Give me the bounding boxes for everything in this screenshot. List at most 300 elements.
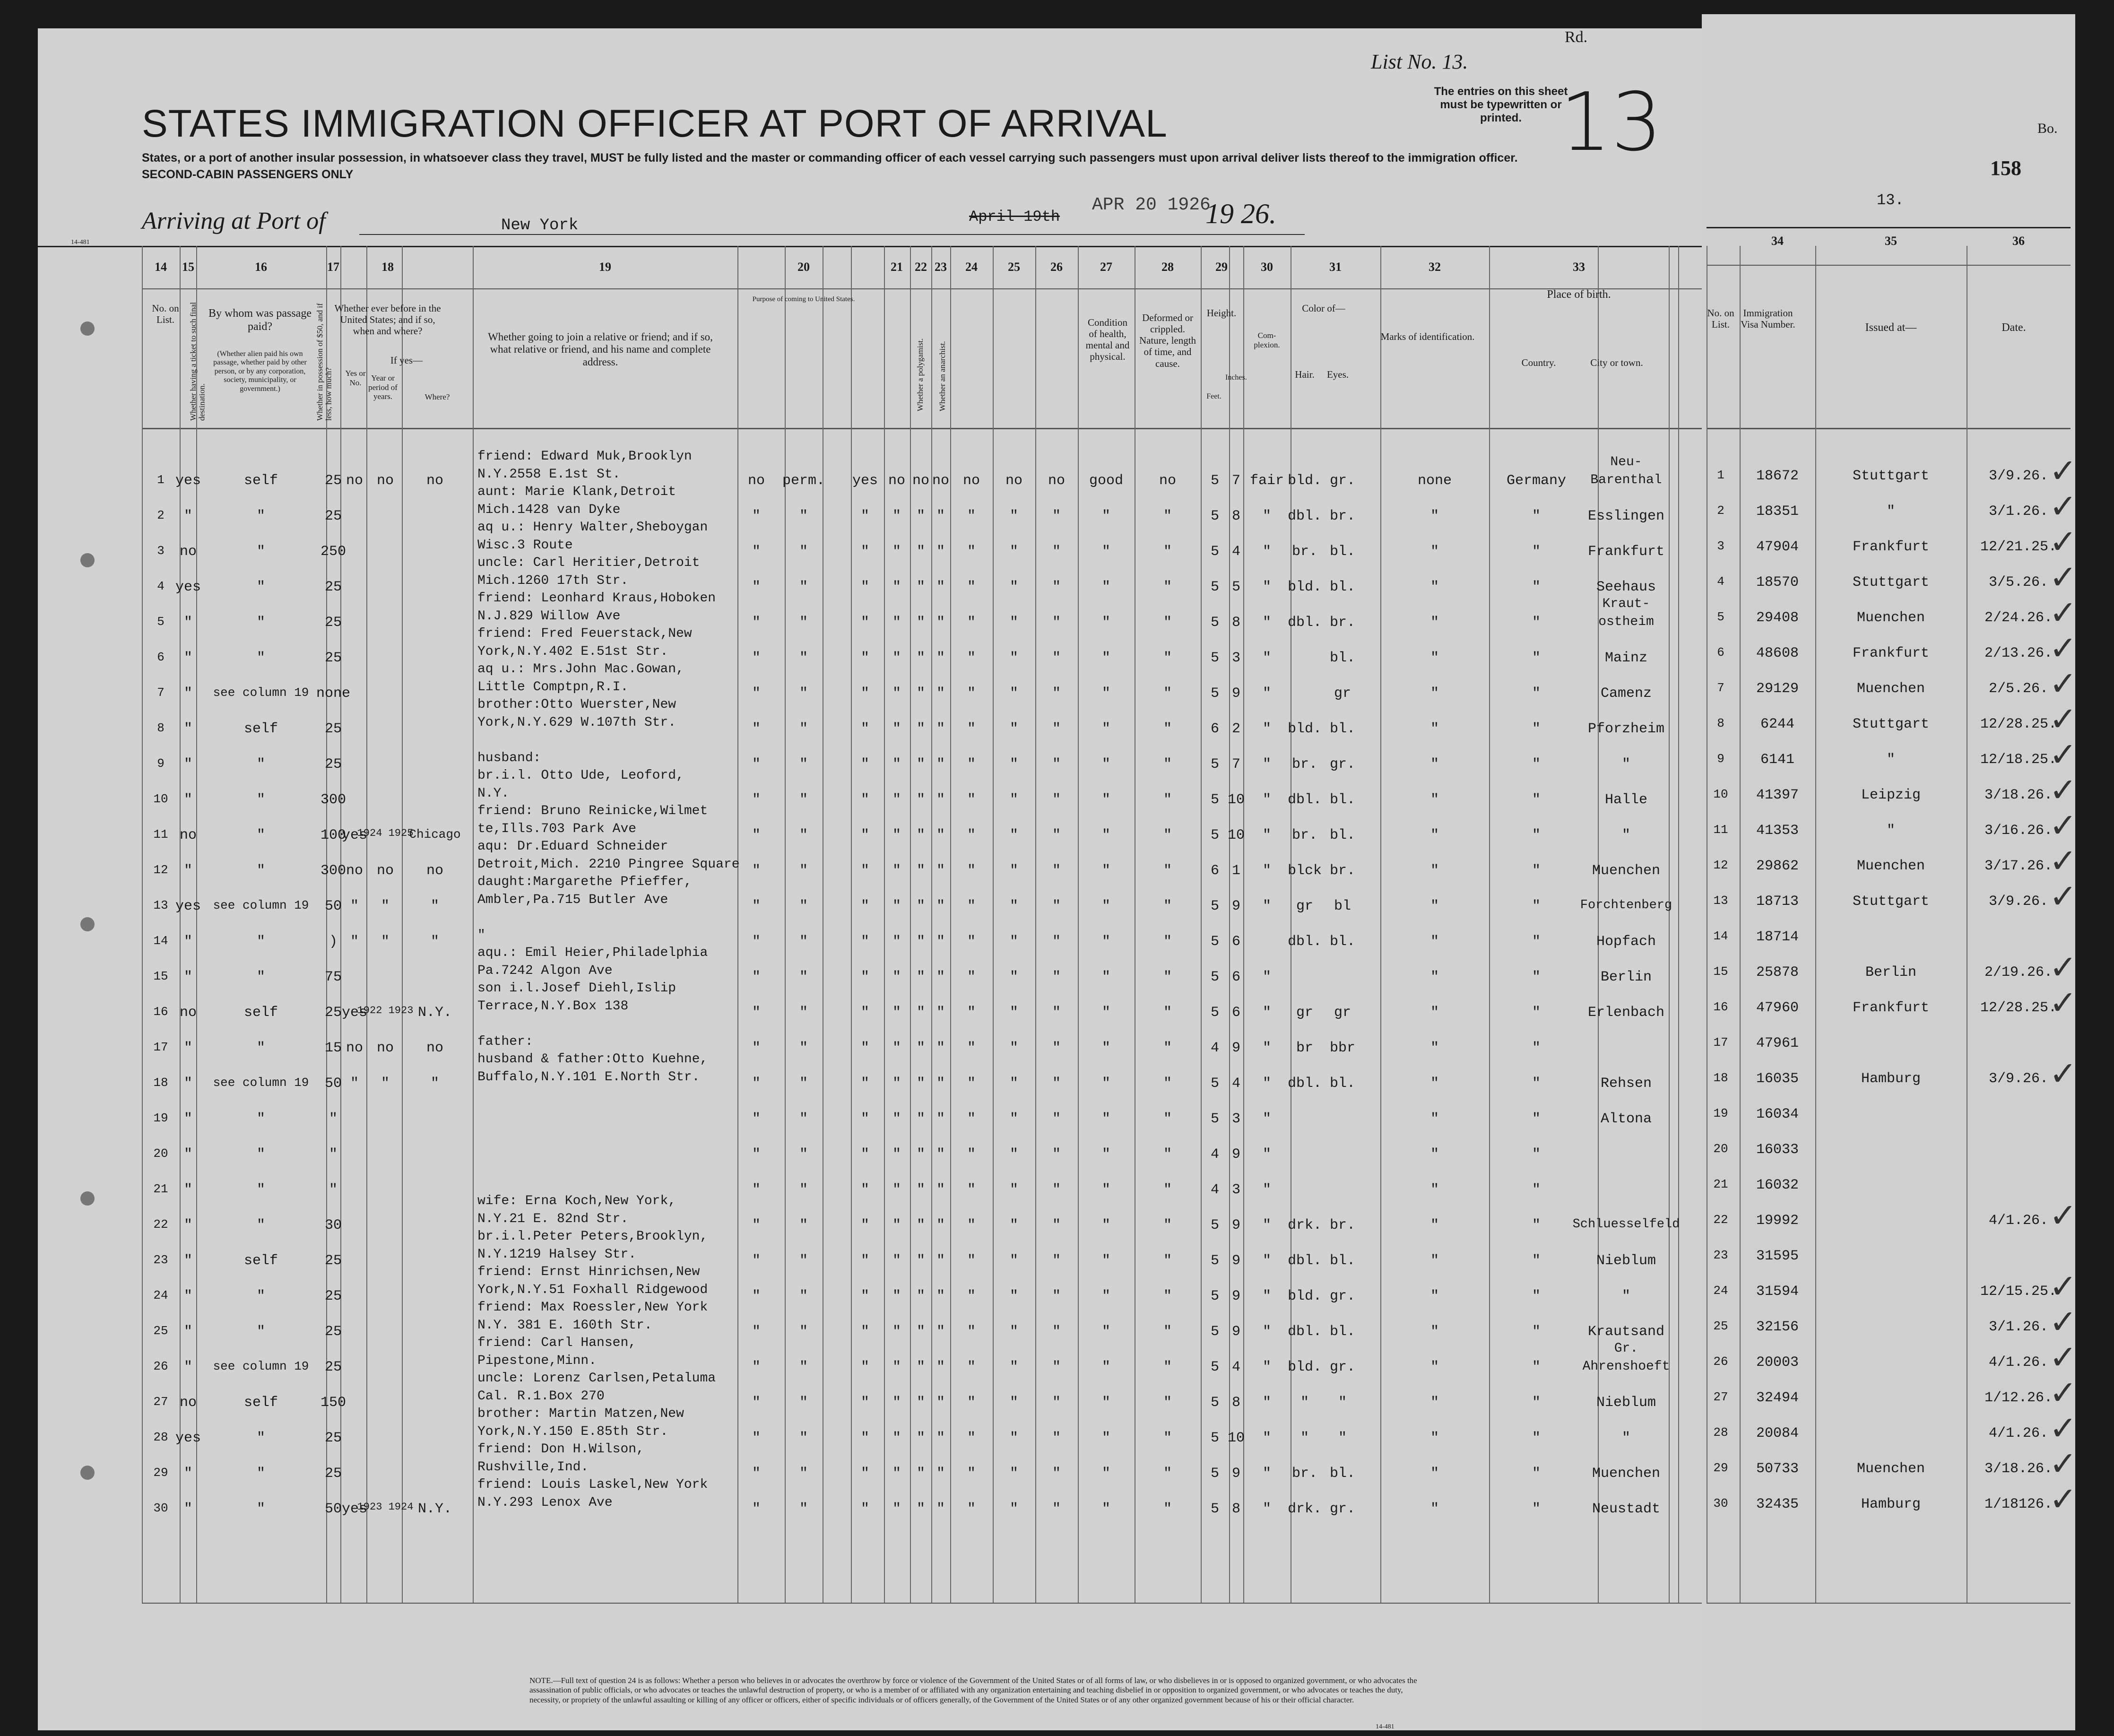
height-inches: 8 (1231, 1395, 1241, 1411)
anarchist-value: " (916, 1146, 926, 1163)
city-value: Ahrenshoeft (1582, 1359, 1670, 1374)
col25-value: " (1009, 756, 1019, 773)
health-value: " (1101, 1324, 1111, 1340)
visa-number: 48608 (1756, 645, 1799, 661)
visa-date: 4/1.26. (1988, 1425, 2049, 1441)
hair-value: drk. (1287, 1501, 1322, 1517)
marks-value: " (1430, 508, 1439, 524)
anarchist-value: " (916, 1288, 926, 1304)
visa-date: 2/19.26. (1984, 964, 2053, 981)
paid-by-value: see column 19 (213, 898, 309, 912)
column-divider (1380, 246, 1381, 1603)
country-value: " (1532, 898, 1541, 914)
health-value: " (1101, 686, 1111, 702)
issued-at-value: Frankfurt (1852, 539, 1930, 555)
anarchist-value: " (916, 863, 926, 879)
complexion-value: " (1262, 827, 1272, 843)
check-mark-icon: ✓ (2049, 558, 2077, 597)
col-height: Height. (1206, 307, 1237, 319)
address-line: friend: Carl Hansen, (477, 1336, 637, 1350)
address-line: daught:Margarethe Pfieffer, (477, 875, 692, 889)
column-divider (931, 246, 932, 1603)
col-condition: Condition of health, mental and physical. (1085, 317, 1130, 363)
purpose-length-value: " (799, 615, 808, 631)
height-feet: 5 (1210, 898, 1220, 914)
check-mark-icon: ✓ (2049, 700, 2077, 738)
height-inches: 9 (1231, 1217, 1241, 1233)
address-line: York,N.Y.150 E.85th Str. (477, 1424, 668, 1439)
col25-value: " (1009, 1111, 1019, 1127)
issued-at-value: Hamburg (1861, 1496, 1921, 1512)
purpose-length-value: " (799, 1040, 808, 1056)
visa-date: 3/17.26. (1984, 858, 2053, 874)
polygamist-value: " (892, 1111, 901, 1127)
col25-value: " (1009, 1430, 1019, 1446)
col23-value: " (936, 544, 945, 560)
issued-at-value: Stuttgart (1852, 574, 1930, 590)
eyes-value: gr. (1329, 1288, 1356, 1304)
ticket-value: " (183, 1359, 193, 1375)
height-feet: 5 (1210, 1324, 1220, 1340)
complexion-value: " (1262, 508, 1272, 524)
column-number: 24 (965, 260, 978, 274)
visa-number: 29129 (1756, 681, 1799, 697)
complexion-value: " (1262, 650, 1272, 666)
height-inches: 3 (1231, 1182, 1241, 1198)
check-mark-icon: ✓ (2049, 451, 2077, 490)
city-value: Seehaus (1596, 579, 1656, 595)
check-mark-icon: ✓ (2049, 1373, 2077, 1412)
height-inches: 6 (1231, 1005, 1241, 1021)
marks-value: " (1430, 756, 1439, 773)
ticket-value: " (183, 1253, 193, 1269)
visa-number: 16032 (1756, 1177, 1799, 1193)
height-feet: 4 (1210, 1146, 1220, 1163)
col23-value: " (936, 1040, 945, 1056)
col25-value: " (1009, 1324, 1019, 1340)
city-value: Muenchen (1592, 1466, 1661, 1482)
issued-at-value: Berlin (1865, 964, 1917, 981)
right-row-number: 27 (1713, 1390, 1728, 1404)
eyes-value: gr. (1329, 473, 1356, 489)
col25-value: " (1009, 1501, 1019, 1517)
purpose-value: " (752, 650, 761, 666)
row-number: 2 (157, 508, 165, 522)
marks-value: " (1430, 1217, 1439, 1233)
col-complexion: Com-plexion. (1254, 331, 1280, 349)
check-mark-icon: ✓ (2049, 1338, 2077, 1377)
col25-value: " (1009, 1146, 1019, 1163)
anarchist-value: " (916, 1466, 926, 1482)
hair-value: blck (1287, 863, 1322, 879)
marks-value: " (1430, 792, 1439, 808)
anarchist-value: " (916, 827, 926, 843)
visa-number: 25878 (1756, 964, 1799, 981)
col23-value: " (936, 1288, 945, 1304)
money-value: 25 (324, 1253, 342, 1269)
marks-value: " (1430, 544, 1439, 560)
right-row-number: 10 (1713, 787, 1728, 801)
row-number: 29 (153, 1466, 168, 1480)
purpose-length-value: " (799, 1217, 808, 1233)
anarchist-value: no (912, 473, 930, 489)
paid-by-value: " (256, 508, 266, 524)
marks-value: " (1430, 1111, 1439, 1127)
col26-value: " (1052, 1076, 1061, 1092)
paid-by-value: " (256, 1040, 266, 1056)
complexion-value: " (1262, 1111, 1272, 1127)
column-number: 32 (1429, 260, 1441, 274)
paid-by-value: " (256, 1430, 266, 1446)
health-value: " (1101, 792, 1111, 808)
right-row-number: 5 (1717, 610, 1724, 624)
health-value: " (1101, 1288, 1111, 1304)
paid-by-value: " (256, 792, 266, 808)
complexion-value: " (1262, 579, 1272, 595)
marks-value: " (1430, 1324, 1439, 1340)
country-value: " (1532, 721, 1541, 737)
purpose-length-value: " (799, 650, 808, 666)
col25-value: " (1009, 863, 1019, 879)
col23-value: " (936, 1146, 945, 1163)
where-value: N.Y. (417, 1005, 452, 1021)
anarchist-value: " (916, 1076, 926, 1092)
col23-value: " (936, 1395, 945, 1411)
col24-value: " (967, 1146, 976, 1163)
row-number: 22 (153, 1217, 168, 1232)
col23-value: " (936, 934, 945, 950)
paid-by-value: " (256, 579, 266, 595)
purpose-value: " (752, 508, 761, 524)
purpose-length-value: " (799, 827, 808, 843)
country-value: " (1532, 1466, 1541, 1482)
visa-date: 2/5.26. (1988, 681, 2049, 697)
paid-by-value: " (256, 1111, 266, 1127)
address-line: friend: Fred Feuerstack,New (477, 626, 692, 641)
right-row-number: 17 (1713, 1035, 1728, 1050)
visa-date: 3/16.26. (1984, 823, 2053, 839)
column-number: 21 (891, 260, 903, 274)
check-mark-icon: ✓ (2049, 1196, 2077, 1235)
polygamist-value: " (892, 1253, 901, 1269)
polygamist-value: " (892, 686, 901, 702)
address-line: Detroit,Mich. 2210 Pingree Square (477, 857, 740, 872)
money-value: 30 (324, 1217, 342, 1233)
right-header-bottom-rule (1707, 428, 2071, 429)
right-row-number: 16 (1713, 1000, 1728, 1014)
visa-number: 29862 (1756, 858, 1799, 874)
row-number: 23 (153, 1253, 168, 1267)
height-inches: 4 (1231, 544, 1241, 560)
purpose-intent-value: " (860, 544, 870, 560)
column-number: 16 (255, 260, 267, 274)
paid-by-value: " (256, 1146, 266, 1163)
paid-by-value: " (256, 1501, 266, 1517)
purpose-length-value: " (799, 1288, 808, 1304)
right-row-number: 21 (1713, 1177, 1728, 1191)
purpose-value: " (752, 579, 761, 595)
address-line: husband: (477, 751, 541, 765)
purpose-intent-value: " (860, 1430, 870, 1446)
col24-value: " (967, 544, 976, 560)
column-divider (737, 246, 738, 1603)
visa-date: 3/9.26. (1988, 894, 2049, 910)
ticket-value: " (183, 1146, 193, 1163)
complexion-value: " (1262, 1466, 1272, 1482)
row-number: 10 (153, 792, 168, 806)
height-feet: 5 (1210, 1466, 1220, 1482)
visa-number: 19992 (1756, 1213, 1799, 1229)
height-inches: 6 (1231, 969, 1241, 985)
paid-by-value: self (243, 721, 278, 737)
right-col-issued-at: Issued at— (1865, 321, 1917, 334)
right-row-number: 9 (1717, 752, 1724, 766)
complexion-value: " (1262, 863, 1272, 879)
health-value: " (1101, 1182, 1111, 1198)
col26-value: " (1052, 650, 1061, 666)
col24-value: " (967, 1395, 976, 1411)
col26-value: " (1052, 544, 1061, 560)
col23-value: " (936, 650, 945, 666)
address-line: Buffalo,N.Y.101 E.North Str. (477, 1070, 700, 1085)
check-mark-icon: ✓ (2049, 1054, 2077, 1093)
purpose-intent-value: yes (852, 473, 878, 489)
ticket-value: " (183, 756, 193, 773)
anarchist-value: " (916, 1501, 926, 1517)
marks-value: " (1430, 579, 1439, 595)
hair-value: dbl. (1287, 1253, 1322, 1269)
money-value: 15 (324, 1040, 342, 1056)
visa-number: 29408 (1756, 610, 1799, 626)
eyes-value: br. (1329, 508, 1356, 524)
years-value: no (376, 1040, 394, 1056)
col24-value: " (967, 508, 976, 524)
health-value: " (1101, 1466, 1111, 1482)
arriving-label: Arriving at Port of (142, 208, 326, 234)
column-divider (1740, 246, 1741, 1603)
height-inches: 8 (1231, 615, 1241, 631)
deformed-value: " (1163, 792, 1172, 808)
col24-value: " (967, 863, 976, 879)
purpose-intent-value: " (860, 686, 870, 702)
height-feet: 5 (1210, 1005, 1220, 1021)
col25-value: " (1009, 1359, 1019, 1375)
where-value: N.Y. (417, 1501, 452, 1517)
hair-value: dbl. (1287, 508, 1322, 524)
right-row-number: 30 (1713, 1496, 1728, 1510)
col-no-on-list: No. on List. (152, 303, 179, 326)
column-number: 23 (935, 260, 947, 274)
right-row-number: 4 (1717, 574, 1724, 589)
country-value: " (1532, 1076, 1541, 1092)
purpose-length-value: " (799, 1430, 808, 1446)
country-value: " (1532, 1359, 1541, 1375)
col23-value: " (936, 1217, 945, 1233)
marks-value: " (1430, 1076, 1439, 1092)
deformed-value: " (1163, 756, 1172, 773)
visa-number: 6244 (1760, 716, 1795, 732)
anarchist-value: " (916, 1040, 926, 1056)
city-value: Neustadt (1592, 1501, 1661, 1517)
deformed-value: " (1163, 863, 1172, 879)
years-value: no (376, 863, 394, 879)
purpose-length-value: " (799, 756, 808, 773)
money-value: " (329, 1146, 338, 1163)
height-inches: 9 (1231, 1324, 1241, 1340)
col24-value: " (967, 1182, 976, 1198)
issued-at-value: " (1886, 752, 1896, 768)
height-feet: 5 (1210, 1253, 1220, 1269)
eyes-value: gr. (1329, 756, 1356, 773)
city-value: Altona (1600, 1111, 1652, 1127)
row-number: 7 (157, 686, 165, 700)
ticket-value: " (183, 1324, 193, 1340)
address-line: te,Ills.703 Park Ave (477, 822, 637, 836)
col26-value: " (1052, 1288, 1061, 1304)
col24-value: " (967, 615, 976, 631)
visa-date: 3/5.26. (1988, 574, 2049, 590)
row-number: 24 (153, 1288, 168, 1302)
complexion-value: " (1262, 1146, 1272, 1163)
purpose-value: " (752, 1111, 761, 1127)
before-us-value: no (346, 473, 364, 489)
col24-value: " (967, 756, 976, 773)
col26-value: " (1052, 1182, 1061, 1198)
city-value: Barenthal (1590, 473, 1662, 487)
hair-value: " (1300, 1395, 1309, 1411)
height-inches: 5 (1231, 579, 1241, 595)
purpose-intent-value: " (860, 1217, 870, 1233)
visa-number: 18672 (1756, 468, 1799, 484)
ticket-value: " (183, 650, 193, 666)
purpose-intent-value: " (860, 1324, 870, 1340)
eyes-value: bl (1334, 898, 1352, 914)
deformed-value: " (1163, 1040, 1172, 1056)
address-line: father: (477, 1034, 533, 1049)
ticket-value: " (183, 1217, 193, 1233)
city-value: Nieblum (1596, 1395, 1656, 1411)
money-value: 25 (324, 1288, 342, 1304)
purpose-intent-value: " (860, 615, 870, 631)
visa-number: 41397 (1756, 787, 1799, 803)
address-line: friend: Ernst Hinrichsen,New (477, 1265, 700, 1279)
deformed-value: " (1163, 1501, 1172, 1517)
city-value: " (1621, 1430, 1631, 1446)
purpose-value: " (752, 721, 761, 737)
paid-by-value: " (256, 615, 266, 631)
where-value: " (430, 1076, 440, 1092)
right-column-number: 35 (1885, 234, 1897, 248)
arrival-year: 19 26. (1205, 198, 1276, 229)
row-number: 21 (153, 1182, 168, 1196)
binder-hole (80, 553, 95, 567)
eyes-value: bl. (1329, 721, 1356, 737)
marks-value: " (1430, 1146, 1439, 1163)
col23-value: " (936, 1005, 945, 1021)
binder-hole (80, 321, 95, 336)
before-us-value: yes (341, 827, 368, 843)
paid-by-value: " (256, 863, 266, 879)
complexion-value: " (1262, 1288, 1272, 1304)
ticket-value: no (179, 1395, 197, 1411)
height-feet: 6 (1210, 863, 1220, 879)
where-value: " (430, 934, 440, 950)
list-number: List No. 13. (1371, 50, 1468, 73)
issued-at-value: Frankfurt (1852, 645, 1930, 661)
col26-value: " (1052, 1005, 1061, 1021)
height-inches: 7 (1231, 473, 1241, 489)
column-divider (1489, 246, 1490, 1603)
column-divider (402, 246, 403, 1603)
eyes-value: gr. (1329, 1359, 1356, 1375)
column-divider (1678, 246, 1679, 1603)
address-line: friend: Edward Muk,Brooklyn (477, 449, 692, 464)
address-line: Rushville,Ind. (477, 1460, 589, 1475)
purpose-value: " (752, 1430, 761, 1446)
col26-value: " (1052, 721, 1061, 737)
before-us-value: yes (341, 1005, 368, 1021)
eyes-value: br. (1329, 615, 1356, 631)
deformed-value: " (1163, 969, 1172, 985)
address-line: aq u.: Mrs.John Mac.Gowan, (477, 662, 684, 677)
complexion-value: " (1262, 1076, 1272, 1092)
address-line: Cal. R.1.Box 270 (477, 1389, 605, 1404)
height-inches: 10 (1227, 827, 1245, 843)
column-divider (785, 246, 786, 1603)
issued-at-value: " (1886, 823, 1896, 839)
polygamist-value: " (892, 1146, 901, 1163)
form-number: 14-481 (71, 239, 90, 246)
deformed-value: " (1163, 1005, 1172, 1021)
purpose-length-value: " (799, 1501, 808, 1517)
row-number: 17 (153, 1040, 168, 1054)
city-value: Mainz (1604, 650, 1648, 666)
right-row-number: 15 (1713, 964, 1728, 979)
col23-value: " (936, 1466, 945, 1482)
address-line: friend: Leonhard Kraus,Hoboken (477, 591, 716, 606)
height-feet: 4 (1210, 1040, 1220, 1056)
visa-date: 12/18.25. (1980, 752, 2057, 768)
table-bottom-rule (142, 1603, 1702, 1604)
eyes-value: bl. (1329, 544, 1356, 560)
complexion-value: " (1262, 1005, 1272, 1021)
country-value: " (1532, 969, 1541, 985)
column-number: 19 (599, 260, 611, 274)
polygamist-value: " (892, 1324, 901, 1340)
row-number: 18 (153, 1076, 168, 1090)
purpose-value: no (747, 473, 765, 489)
polygamist-value: " (892, 508, 901, 524)
right-header-rule (1707, 265, 2071, 266)
health-value: " (1101, 1005, 1111, 1021)
purpose-intent-value: " (860, 1395, 870, 1411)
right-row-number: 19 (1713, 1106, 1728, 1120)
purpose-length-value: " (799, 1146, 808, 1163)
paid-by-value: " (256, 934, 266, 950)
col24-value: " (967, 1076, 976, 1092)
column-number: 18 (381, 260, 394, 274)
address-line: " (477, 928, 485, 943)
check-mark-icon: ✓ (2049, 771, 2077, 809)
eyes-value: bl. (1329, 579, 1356, 595)
anarchist-value: " (916, 1359, 926, 1375)
hair-value: dbl. (1287, 792, 1322, 808)
right-row-number: 28 (1713, 1425, 1728, 1440)
col25-value: " (1009, 544, 1019, 560)
visa-date: 4/1.26. (1988, 1354, 2049, 1371)
polygamist-value: " (892, 615, 901, 631)
col26-value: " (1052, 1466, 1061, 1482)
